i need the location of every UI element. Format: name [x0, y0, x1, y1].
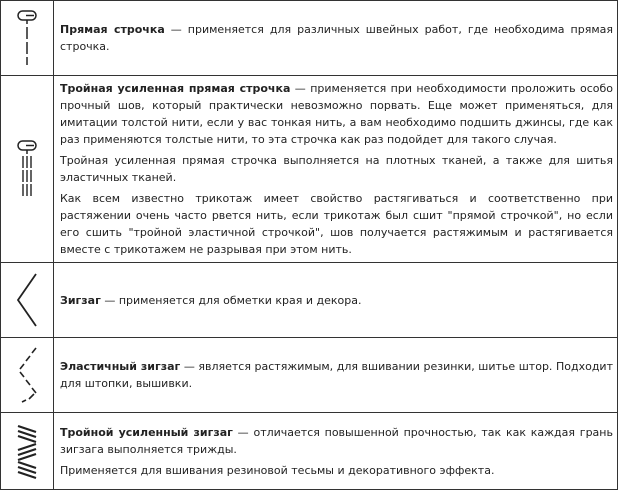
stitch-icon-cell	[1, 76, 54, 263]
stitch-row-zigzag	[1, 263, 618, 338]
stitch-paragraph	[60, 21, 613, 55]
stitch-row-elastic-zigzag	[1, 338, 618, 413]
zigzag-stitch-icon	[1, 272, 53, 328]
straight-stitch-icon	[1, 9, 53, 67]
stitch-name: Тройная усиленная прямая строчка	[60, 82, 291, 95]
stitch-description	[54, 263, 618, 338]
stitch-icon-cell	[1, 263, 54, 338]
stitch-icon-cell	[1, 338, 54, 413]
stitch-icon-cell	[1, 1, 54, 76]
stitch-description	[54, 338, 618, 413]
stitch-text: — является растяжимым, для вшивании резинки, шитье штор. Подходит для штопки, вышивки.	[60, 360, 613, 390]
stitch-row-triple-straight	[1, 76, 618, 263]
stitch-name: Эластичный зигзаг	[60, 360, 181, 373]
stitch-paragraph	[60, 152, 613, 186]
stitch-text: — отличается повышенной прочностью, так как каждая грань зигзага выполняется трижды.	[60, 425, 613, 456]
triple-straight-stitch-icon	[1, 139, 53, 199]
stitch-text: — применяется при необходимости проложить особо прочный шов, который практически невозможно порвать. Еще может применяться, для имитации толстой нити, если у вас тонкая нить, а вам необходимо подшить джинсы, где как раз применяются толстые нити, то эта строчка как раз подойдет для такого случая.	[60, 82, 613, 146]
stitch-name: Прямая строчка	[60, 23, 165, 36]
stitch-paragraph	[60, 424, 613, 458]
stitch-name: Тройной усиленный зигзаг	[60, 425, 233, 439]
stitch-paragraph	[60, 358, 613, 392]
stitch-name: Зигзаг	[60, 293, 101, 307]
stitch-paragraph	[60, 190, 613, 258]
triple-zigzag-stitch-icon	[1, 422, 53, 480]
stitch-paragraph	[60, 292, 613, 309]
stitch-description	[54, 1, 618, 76]
stitch-text: Как всем известно трикотаж имеет свойство растягиваться и соответственно при растяжении очень часто рвется нить, если трикотаж был сшит "прямой строчкой", но если его сшить "тройной эластичной строчкой", шов получается растяжимым и растягивается вместе с трикотажем не разрывая при этом нить.	[60, 192, 613, 256]
stitch-text: — применяется для различных швейных работ, где необходима прямая строчка.	[60, 23, 614, 53]
stitch-description	[54, 76, 618, 263]
stitch-paragraph	[60, 462, 613, 479]
stitch-text: Тройная усиленная прямая строчка выполняется на плотных тканей, а также для шитья эластичных тканей.	[60, 154, 613, 184]
stitch-row-straight	[1, 1, 618, 76]
stitch-text: — применяется для обметки края и декора.	[100, 293, 362, 307]
elastic-zigzag-stitch-icon	[1, 346, 53, 404]
stitch-paragraph	[60, 80, 613, 148]
stitch-text: Применяется для вшивания резиновой тесьмы и декоративного эффекта.	[60, 463, 495, 477]
